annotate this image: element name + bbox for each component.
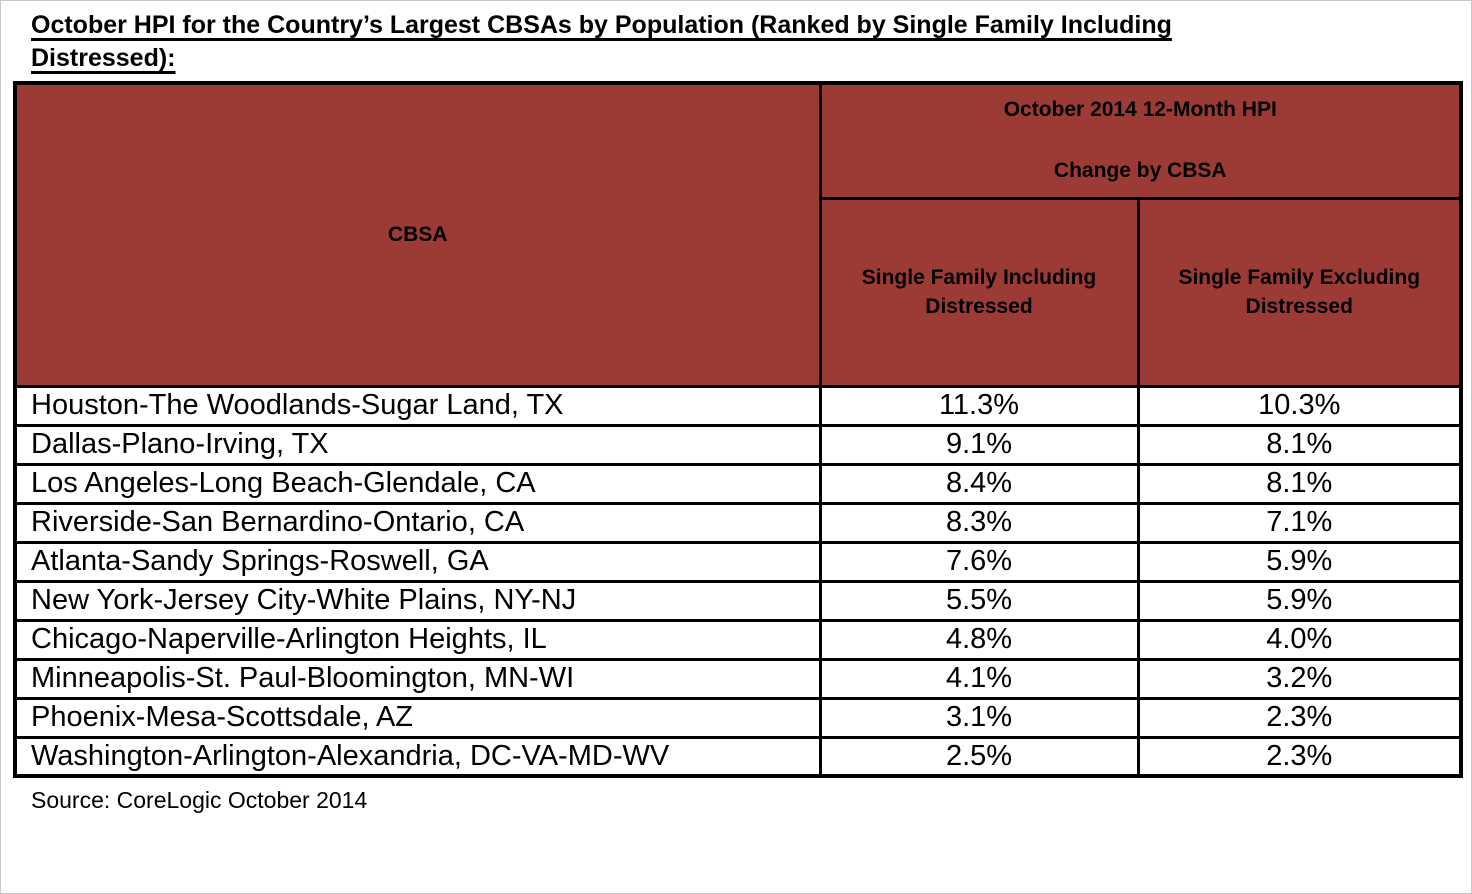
- excluding-value-cell: 5.9%: [1138, 581, 1461, 620]
- including-value-cell: 9.1%: [820, 425, 1138, 464]
- table-row-minneapolis: [15, 659, 1461, 698]
- table-row-houston: [15, 386, 1461, 425]
- including-value-cell: 11.3%: [820, 386, 1138, 425]
- including-value-cell: 8.4%: [820, 464, 1138, 503]
- excluding-value-cell: 3.2%: [1138, 659, 1461, 698]
- cbsa-cell: Houston-The Woodlands-Sugar Land, TX: [15, 386, 820, 425]
- cbsa-cell: Washington-Arlington-Alexandria, DC-VA-MD-WV: [15, 737, 820, 776]
- page-title: [31, 9, 1471, 75]
- cbsa-cell: Los Angeles-Long Beach-Glendale, CA: [15, 464, 820, 503]
- group-header-line-1: October 2014 12-Month HPI: [1003, 98, 1277, 122]
- excluding-value-cell: 5.9%: [1138, 542, 1461, 581]
- cbsa-cell: Phoenix-Mesa-Scottsdale, AZ: [15, 698, 820, 737]
- excluding-value-cell: 2.3%: [1138, 698, 1461, 737]
- table-row-chicago: [15, 620, 1461, 659]
- excluding-value-cell: 10.3%: [1138, 386, 1461, 425]
- including-value-cell: 8.3%: [820, 503, 1138, 542]
- cbsa-cell: Riverside-San Bernardino-Ontario, CA: [15, 503, 820, 542]
- header-row-group: [15, 83, 1461, 198]
- cbsa-cell: Chicago-Naperville-Arlington Heights, IL: [15, 620, 820, 659]
- hpi-table: [13, 81, 1463, 778]
- excluding-value-cell: 2.3%: [1138, 737, 1461, 776]
- table-row-dallas: [15, 425, 1461, 464]
- page-title-line-1: October HPI for the Country’s Largest CBSAs by Population (Ranked by Single Family Including: [31, 11, 1172, 39]
- cbsa-cell: Minneapolis-St. Paul-Bloomington, MN-WI: [15, 659, 820, 698]
- cbsa-column-header: CBSA: [15, 83, 820, 386]
- cbsa-cell: Dallas-Plano-Irving, TX: [15, 425, 820, 464]
- column-header-including-distressed: Single Family Including Distressed: [820, 198, 1138, 386]
- source-note: Source: CoreLogic October 2014: [31, 787, 368, 813]
- cbsa-cell: Atlanta-Sandy Springs-Roswell, GA: [15, 542, 820, 581]
- table-row-washington: [15, 737, 1461, 776]
- table-row-phoenix: [15, 698, 1461, 737]
- excluding-value-cell: 8.1%: [1138, 464, 1461, 503]
- excluding-value-cell: 7.1%: [1138, 503, 1461, 542]
- including-value-cell: 2.5%: [820, 737, 1138, 776]
- including-value-cell: 4.8%: [820, 620, 1138, 659]
- including-value-cell: 4.1%: [820, 659, 1138, 698]
- group-header-cell: [820, 83, 1461, 198]
- table-row-riverside: [15, 503, 1461, 542]
- including-value-cell: 5.5%: [820, 581, 1138, 620]
- including-value-cell: 7.6%: [820, 542, 1138, 581]
- table-row-atlanta: [15, 542, 1461, 581]
- cbsa-cell: New York-Jersey City-White Plains, NY-NJ: [15, 581, 820, 620]
- page-title-line-2: Distressed):: [31, 44, 176, 72]
- column-header-excluding-distressed: Single Family Excluding Distressed: [1138, 198, 1461, 386]
- excluding-value-cell: 8.1%: [1138, 425, 1461, 464]
- group-header-line-2: Change by CBSA: [1053, 159, 1227, 183]
- table-row-new-york: [15, 581, 1461, 620]
- excluding-value-cell: 4.0%: [1138, 620, 1461, 659]
- table-row-los-angeles: [15, 464, 1461, 503]
- including-value-cell: 3.1%: [820, 698, 1138, 737]
